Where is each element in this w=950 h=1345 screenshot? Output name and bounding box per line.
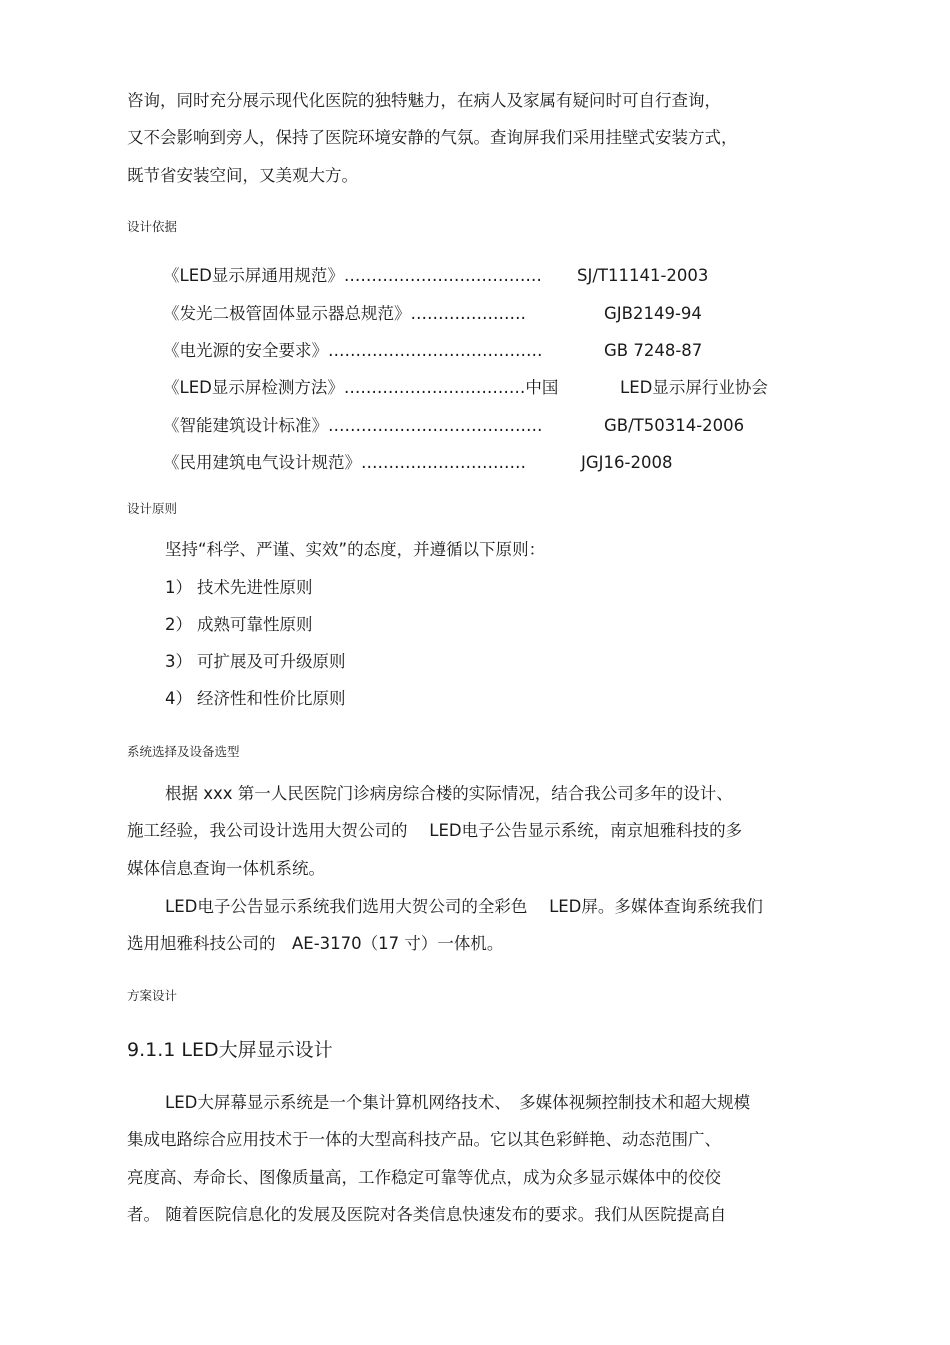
ref-code-5: GB/T50314-2006 (604, 416, 745, 435)
ref-title-6: 《民用建筑电气设计规范》………………………… (163, 453, 526, 472)
principle-text: 技术先进性原则 (197, 578, 313, 597)
intro-line-1: 咨询，同时充分展示现代化医院的独特魅力，在病人及家属有疑问时可自行查询， (127, 91, 721, 110)
section-heading-design-principles: 设计原则 (127, 501, 178, 516)
section-heading-system-selection: 系统选择及设备选型 (127, 744, 240, 759)
principle-item (165, 687, 346, 711)
principle-number: 4） (165, 689, 192, 708)
selection-line-2: 施工经验，我公司设计选用大贺公司的 LED电子公告显示系统，南京旭雅科技的多 (127, 821, 743, 840)
principles-intro: 坚持“科学、严谨、实效”的态度，并遵循以下原则： (165, 540, 546, 559)
ref-code-1: SJ/T11141-2003 (577, 266, 709, 285)
ref-title-3: 《电光源的安全要求》………………………………… (163, 341, 543, 360)
principle-item (165, 576, 313, 600)
scheme-line-4: 者。 随着医院信息化的发展及医院对各类信息快速发布的要求。我们从医院提高自 (127, 1205, 727, 1224)
ref-code-2: GJB2149-94 (604, 304, 702, 323)
section-heading-scheme-design: 方案设计 (127, 988, 178, 1003)
principle-text: 经济性和性价比原则 (197, 689, 346, 708)
intro-line-3: 既节省安装空间，又美观大方。 (127, 166, 358, 185)
scheme-line-1: LED大屏幕显示系统是一个集计算机网络技术、 多媒体视频控制技术和超大规模 (165, 1093, 751, 1112)
ref-title-5: 《智能建筑设计标准》………………………………… (163, 416, 543, 435)
subsection-title: 9.1.1 LED大屏显示设计 (127, 1039, 333, 1061)
selection-line-3: 媒体信息查询一体机系统。 (127, 859, 325, 878)
ref-title-1: 《LED显示屏通用规范》……………………………… (163, 266, 542, 285)
principle-item (165, 613, 313, 637)
scheme-line-3: 亮度高、寿命长、图像质量高，工作稳定可靠等优点，成为众多显示媒体中的佼佼 (127, 1168, 721, 1187)
scheme-line-2: 集成电路综合应用技术于一体的大型高科技产品。它以其色彩鲜艳、动态范围广、 (127, 1130, 721, 1149)
principle-text: 成熟可靠性原则 (197, 615, 313, 634)
ref-code-4: LED显示屏行业协会 (620, 378, 768, 397)
selection-line-4: LED电子公告显示系统我们选用大贺公司的全彩色 LED屏。多媒体查询系统我们 (165, 897, 763, 916)
principle-text: 可扩展及可升级原则 (197, 652, 346, 671)
principle-number: 3） (165, 652, 192, 671)
ref-title-4: 《LED显示屏检测方法》……………………………中国 (163, 378, 559, 397)
intro-line-2: 又不会影响到旁人，保持了医院环境安静的气氛。查询屏我们采用挂壁式安装方式， (127, 128, 738, 147)
ref-code-6: JGJ16-2008 (581, 453, 673, 472)
ref-title-2: 《发光二极管固体显示器总规范》………………… (163, 304, 526, 323)
selection-line-1: 根据 xxx 第一人民医院门诊病房综合楼的实际情况，结合我公司多年的设计、 (165, 784, 733, 803)
selection-line-5: 选用旭雅科技公司的 AE-3170（17 寸）一体机。 (127, 934, 504, 953)
ref-code-3: GB 7248-87 (604, 341, 703, 360)
principle-item (165, 650, 346, 674)
principle-number: 2） (165, 615, 192, 634)
section-heading-design-basis: 设计依据 (127, 219, 178, 234)
principle-number: 1） (165, 578, 192, 597)
